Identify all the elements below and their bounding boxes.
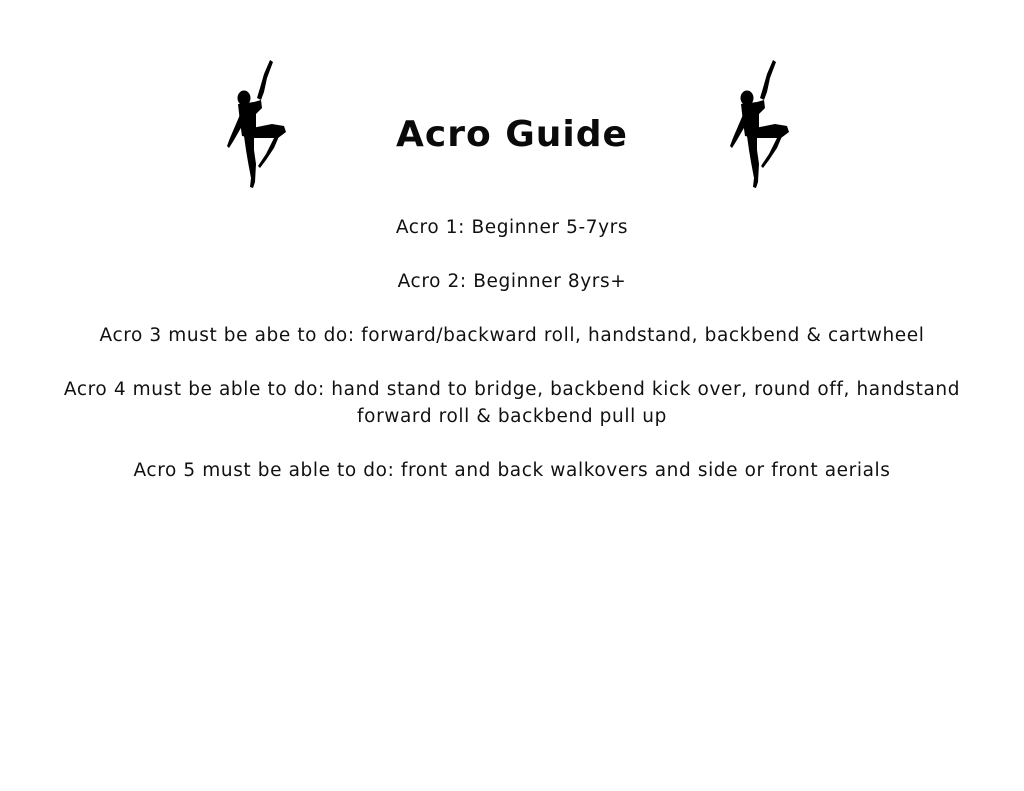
acro-level-2: Acro 2: Beginner 8yrs+ <box>397 271 627 292</box>
acro-levels-list <box>20 214 1004 484</box>
acro-level-5: Acro 5 must be able to do: front and back walkovers and side or front aerials <box>133 460 891 481</box>
acro-level-3: Acro 3 must be abe to do: forward/backward roll, handstand, backbend & cartwheel <box>99 325 925 346</box>
acro-level-1: Acro 1: Beginner 5-7yrs <box>395 217 629 238</box>
dancer-silhouette-icon <box>727 58 791 190</box>
page-title: Acro Guide <box>396 114 628 155</box>
header <box>0 0 1024 200</box>
acro-level-4: Acro 4 must be able to do: hand stand to bridge, backbend kick over, round off, handstand forward roll & backbend pull up <box>63 379 961 427</box>
